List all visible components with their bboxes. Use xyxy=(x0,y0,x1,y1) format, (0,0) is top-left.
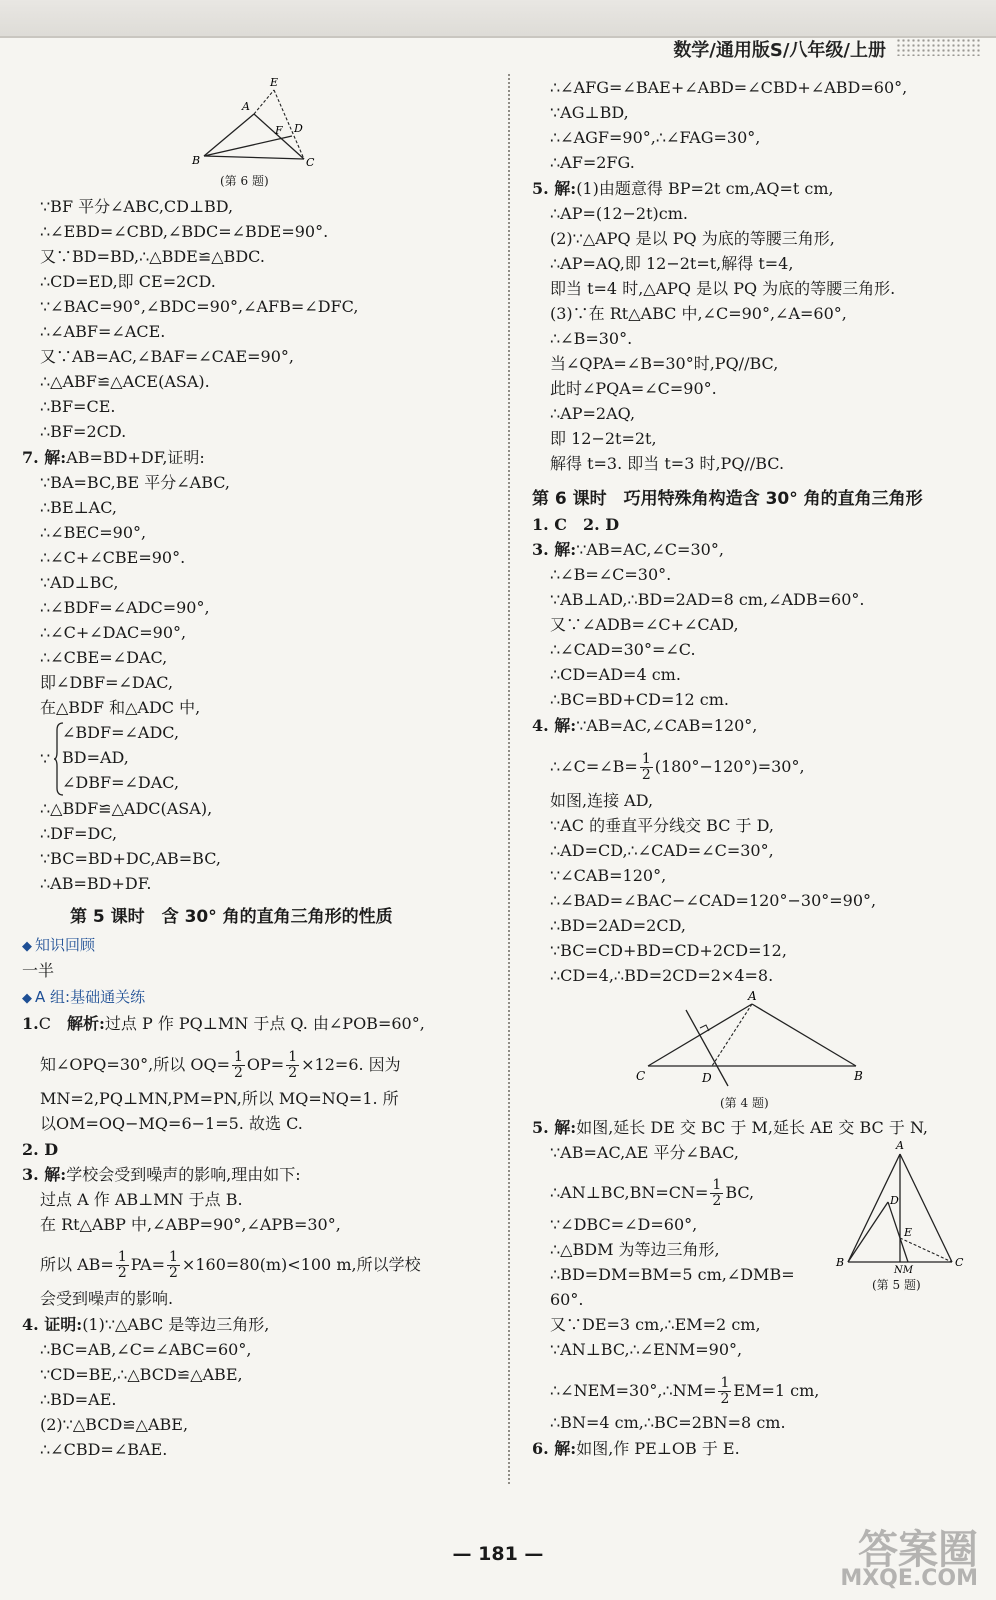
r-q4-line: ∴CD=4,∴BD=2CD=2×4=8. xyxy=(550,966,774,985)
q7-line: ∴∠BEC=90°, xyxy=(40,523,147,542)
q1-line1 xyxy=(22,1013,425,1035)
r-q4-line: ∵BC=CD+BD=CD+2CD=12, xyxy=(550,941,787,960)
fig5-line-AB xyxy=(848,1154,900,1262)
r-q5-frac-part: BC, xyxy=(725,1183,755,1202)
q1-number: 1. xyxy=(22,1014,39,1033)
frac-den: 2 xyxy=(234,1065,243,1081)
header-dot-pattern xyxy=(896,38,982,56)
fig5-line-EC xyxy=(900,1238,952,1262)
r-q5-line: ∵∠DBC=∠D=60°, xyxy=(550,1215,698,1234)
q3-number: 3. 解: xyxy=(22,1165,67,1184)
q7-number: 7. 解: xyxy=(22,448,67,467)
r-q4-line: ∴BD=2AD=2CD, xyxy=(550,916,686,935)
fraction-half xyxy=(116,1250,129,1281)
q7-line: ∴BE⊥AC, xyxy=(40,498,117,517)
frac-den: 2 xyxy=(720,1391,730,1407)
diamond-icon: ◆ xyxy=(22,991,32,1006)
fig6-label-A: A xyxy=(242,100,250,113)
r-q5-frac-line2 xyxy=(550,1376,819,1407)
q7-end-line: ∴△BDF≌△ADC(ASA), xyxy=(40,799,213,818)
brace-line: BD=AD, xyxy=(62,748,129,767)
r-q5-frac-part: ∴AN⊥BC,BN=CN= xyxy=(550,1183,709,1202)
q4-number: 4. 证明: xyxy=(22,1315,83,1334)
q7-line: 在△BDF 和△ADC 中, xyxy=(40,698,201,717)
r-q3-line: ∴BC=BD+CD=12 cm. xyxy=(550,690,730,709)
r-q4-frac-part: (180°−120°)=30°, xyxy=(654,757,805,776)
diamond-icon: ◆ xyxy=(22,939,32,954)
q5-number: 5. 解: xyxy=(532,179,577,198)
q5-line: ∴AP=AQ,即 12−2t=t,解得 t=4, xyxy=(550,254,794,273)
frac-den: 2 xyxy=(169,1265,178,1281)
q6-line: ∴∠EBD=∠CBD,∠BDC=∠BDE=90°. xyxy=(40,222,329,241)
q7-line: ∴∠C+∠DAC=90°, xyxy=(40,623,187,642)
q7-line: ∴∠BDF=∠ADC=90°, xyxy=(40,598,210,617)
fig6-label-E: E xyxy=(270,76,279,89)
q3-heading xyxy=(22,1164,301,1186)
r-q5-line: 又∵DE=3 cm,∴EM=2 cm, xyxy=(550,1315,761,1334)
q3-line: 过点 A 作 AB⊥MN 于点 B. xyxy=(40,1190,243,1209)
r-q5-line: ∵AB=AC,AE 平分∠BAC, xyxy=(550,1143,740,1162)
q1-line4: 以OM=OQ−MQ=6−1=5. 故选 C. xyxy=(40,1114,303,1133)
r-q3-line: ∵AB⊥AD,∴BD=2AD=8 cm,∠ADB=60°. xyxy=(550,590,865,609)
half-answer: 一半 xyxy=(22,961,55,980)
r-q5-line: ∵AN⊥BC,∴∠ENM=90°, xyxy=(550,1340,743,1359)
figure-q6 xyxy=(190,76,340,172)
fig6-label-C: C xyxy=(306,156,315,169)
q3-line3-part: PA= xyxy=(130,1255,165,1274)
frac-num: 1 xyxy=(712,1177,722,1193)
column-divider xyxy=(508,74,510,1484)
r-q3-heading xyxy=(532,539,724,561)
q3-intro: 学校会受到噪声的影响,理由如下: xyxy=(66,1165,301,1184)
q4-line: (2)∵△BCD≌△ABE, xyxy=(40,1415,189,1434)
q5-intro: (1)由题意得 BP=2t cm,AQ=t cm, xyxy=(576,179,834,198)
brace-prefix: ∵ xyxy=(40,749,51,768)
q6-line: ∴△ABF≌△ACE(ASA). xyxy=(40,372,210,391)
r-q6-heading xyxy=(532,1438,740,1460)
r-q6-number: 6. 解: xyxy=(532,1439,577,1458)
q6-line: ∵∠BAC=90°,∠BDC=90°,∠AFB=∠DFC, xyxy=(40,297,359,316)
q5-line: ∴∠B=30°. xyxy=(550,329,633,348)
r-q5-frac-part: EM=1 cm, xyxy=(733,1381,820,1400)
q6-line: 又∵AB=AC,∠BAF=∠CAE=90°, xyxy=(40,347,294,366)
q7-intro: AB=BD+DF,证明: xyxy=(66,448,205,467)
fraction-half xyxy=(167,1250,180,1281)
watermark-logo: 答案圈 xyxy=(858,1527,978,1573)
fig5-label-C: C xyxy=(955,1256,964,1269)
q7-line: ∵AD⊥BC, xyxy=(40,573,119,592)
r-q4-number: 4. 解: xyxy=(532,716,577,735)
frac-num: 1 xyxy=(641,751,651,767)
r-q4-line: ∵∠CAB=120°, xyxy=(550,866,667,885)
q6-line: ∵BF 平分∠ABC,CD⊥BD, xyxy=(40,197,234,216)
header-title: 数学/通用版S/八年级/上册 xyxy=(673,40,886,61)
r-q4-heading xyxy=(532,715,757,737)
q1-line2-part: ×12=6. 因为 xyxy=(301,1055,401,1074)
q1-line2-part: OP= xyxy=(246,1055,285,1074)
group-a-label: A 组:基础通关练 xyxy=(35,988,146,1006)
fig5-label-A: A xyxy=(896,1139,904,1152)
q5-line: 即 12−2t=2t, xyxy=(550,429,657,448)
fig4-label-B: B xyxy=(854,1069,863,1083)
frac-num: 1 xyxy=(117,1249,127,1265)
r-q4-line: ∴AD=CD,∴∠CAD=∠C=30°, xyxy=(550,841,774,860)
r-q4-intro: ∵AB=AC,∠CAB=120°, xyxy=(576,716,758,735)
frac-den: 2 xyxy=(712,1193,722,1209)
knowledge-review-heading xyxy=(22,934,95,955)
q7-heading xyxy=(22,447,205,469)
fig6-label-B: B xyxy=(192,154,201,167)
fig4-line-AB xyxy=(752,1004,856,1066)
fig6-caption: (第 6 题) xyxy=(220,174,269,188)
q3-line: 会受到噪声的影响. xyxy=(40,1289,174,1308)
lesson6-title: 第 6 课时 巧用特殊角构造含 30° 角的直角三角形 xyxy=(532,489,923,509)
q3-line: 在 Rt△ABP 中,∠ABP=90°,∠APB=30°, xyxy=(40,1215,341,1234)
q3-line3-part: ×160=80(m)<100 m,所以学校 xyxy=(181,1255,421,1274)
q5-line: ∴AP=(12−2t)cm. xyxy=(550,204,688,223)
r-q4-frac-part: ∴∠C=∠B= xyxy=(550,757,638,776)
q5-line: 此时∠PQA=∠C=90°. xyxy=(550,379,717,398)
q4-line: ∴BD=AE. xyxy=(40,1390,117,1409)
frac-num: 1 xyxy=(720,1375,730,1391)
q4-intro: (1)∵△ABC 是等边三角形, xyxy=(82,1315,270,1334)
r-q5-line: 60°. xyxy=(550,1290,584,1309)
fig4-caption: (第 4 题) xyxy=(720,1096,769,1110)
fig4-line-AD xyxy=(712,1004,752,1066)
fraction-half xyxy=(232,1050,245,1081)
q7-line: 即∠DBF=∠DAC, xyxy=(40,673,174,692)
fig5-label-B: B xyxy=(836,1256,845,1269)
q5-line: 当∠QPA=∠B=30°时,PQ//BC, xyxy=(550,354,779,373)
q7-line: ∴∠C+∠CBE=90°. xyxy=(40,548,186,567)
frac-num: 1 xyxy=(169,1249,178,1265)
fig5-caption: (第 5 题) xyxy=(872,1278,921,1292)
r-q5-number: 5. 解: xyxy=(532,1118,577,1137)
brace-line: ∠BDF=∠ADC, xyxy=(62,723,180,742)
q6-line: ∴CD=ED,即 CE=2CD. xyxy=(40,272,216,291)
q1-text: 过点 P 作 PQ⊥MN 于点 Q. 由∠POB=60°, xyxy=(104,1014,425,1033)
fraction-half xyxy=(710,1178,723,1209)
brace-line: ∠DBF=∠DAC, xyxy=(62,773,180,792)
r-q3-line: ∴∠B=∠C=30°. xyxy=(550,565,672,584)
knowledge-review-label: 知识回顾 xyxy=(35,936,96,954)
frac-num: 1 xyxy=(288,1049,298,1065)
q6-line: 又∵BD=BD,∴△BDE≌△BDC. xyxy=(40,247,265,266)
r-q3-number: 3. 解: xyxy=(532,540,577,559)
r-q5-intro: 如图,延长 DE 交 BC 于 M,延长 AE 交 BC 于 N, xyxy=(576,1118,929,1137)
frac-den: 2 xyxy=(641,767,651,783)
r-q3-line: 又∵∠ADB=∠C+∠CAD, xyxy=(550,615,739,634)
fraction-half xyxy=(718,1376,731,1407)
watermark-url: MXQE.COM xyxy=(840,1566,978,1591)
header-band xyxy=(0,0,996,38)
q5-line: 即当 t=4 时,△APQ 是以 PQ 为底的等腰三角形. xyxy=(550,279,896,298)
fig5-label-D: D xyxy=(890,1194,899,1207)
figure-q4 xyxy=(634,990,870,1090)
r-q3-line: ∴∠CAD=30°=∠C. xyxy=(550,640,696,659)
r-q4-frac-line xyxy=(550,752,805,783)
figure-q5 xyxy=(834,1138,968,1274)
q3-line3 xyxy=(40,1250,421,1281)
q7-line: ∴∠CBE=∠DAC, xyxy=(40,648,168,667)
q5-line: ∴AP=2AQ, xyxy=(550,404,636,423)
r-q5-heading xyxy=(532,1117,928,1139)
q7-end-line: ∴AB=BD+DF. xyxy=(40,874,152,893)
top-line: ∵AG⊥BD, xyxy=(550,103,629,122)
frac-num: 1 xyxy=(234,1049,243,1065)
r-q5-line: ∴△BDM 为等边三角形, xyxy=(550,1240,720,1259)
fraction-half xyxy=(640,752,653,783)
fig6-line-BD xyxy=(204,136,292,156)
q6-line: ∴BF=2CD. xyxy=(40,422,127,441)
fig4-label-A: A xyxy=(748,990,757,1003)
q1-answer: C xyxy=(38,1014,51,1033)
q5-line: (3)∵在 Rt△ABC 中,∠C=90°,∠A=60°, xyxy=(550,304,847,323)
frac-den: 2 xyxy=(288,1065,298,1081)
q5-heading xyxy=(532,178,834,200)
r-q5-line: ∴BN=4 cm,∴BC=2BN=8 cm. xyxy=(550,1413,786,1432)
q6-line: ∴∠ABF=∠ACE. xyxy=(40,322,166,341)
group-a-heading xyxy=(22,986,145,1007)
fig4-label-C: C xyxy=(636,1069,646,1083)
page-number: — 181 — xyxy=(452,1543,544,1565)
top-line: ∴∠AFG=∠BAE+∠ABD=∠CBD+∠ABD=60°, xyxy=(550,78,908,97)
r-q5-frac-line xyxy=(550,1178,754,1209)
q1-line3: MN=2,PQ⊥MN,PM=PN,所以 MQ=NQ=1. 所 xyxy=(40,1089,399,1108)
fig5-label-E: E xyxy=(904,1226,913,1239)
fig6-label-D: D xyxy=(294,122,303,135)
r-q3-intro: ∵AB=AC,∠C=30°, xyxy=(576,540,724,559)
q5-line: (2)∵△APQ 是以 PQ 为底的等腰三角形, xyxy=(550,229,835,248)
fig4-label-D: D xyxy=(702,1071,712,1085)
top-line: ∴AF=2FG. xyxy=(550,153,635,172)
q4-line: ∴BC=AB,∠C=∠ABC=60°, xyxy=(40,1340,252,1359)
q7-end-line: ∴DF=DC, xyxy=(40,824,118,843)
q5-line: 解得 t=3. 即当 t=3 时,PQ//BC. xyxy=(550,454,785,473)
r-q3-line: ∴CD=AD=4 cm. xyxy=(550,665,681,684)
fig5-label-NM: NM xyxy=(894,1265,913,1274)
lesson5-title: 第 5 课时 含 30° 角的直角三角形的性质 xyxy=(70,907,393,927)
frac-den: 2 xyxy=(117,1265,127,1281)
q1-analysis-label: 解析: xyxy=(66,1014,105,1033)
q6-line: ∴BF=CE. xyxy=(40,397,116,416)
q7-line: ∵BA=BC,BE 平分∠ABC, xyxy=(40,473,231,492)
fig6-line-AE xyxy=(254,90,274,114)
q1-q2-answers: 1. C 2. D xyxy=(532,515,620,534)
fraction-half xyxy=(286,1050,299,1081)
fig6-label-F: F xyxy=(275,124,283,137)
q1-line2-part: 知∠OPQ=30°,所以 OQ= xyxy=(40,1055,230,1074)
top-line: ∴∠AGF=90°,∴∠FAG=30°, xyxy=(550,128,761,147)
r-q6-intro: 如图,作 PE⊥OB 于 E. xyxy=(576,1439,740,1458)
q4-heading xyxy=(22,1314,269,1336)
fig6-line-BC xyxy=(204,156,304,159)
r-q5-frac-part: ∴∠NEM=30°,∴NM= xyxy=(550,1381,717,1400)
r-q5-line: ∴BD=DM=BM=5 cm,∠DMB= xyxy=(550,1265,795,1284)
fig5-line-AC xyxy=(900,1154,952,1262)
q7-end-line: ∵BC=BD+DC,AB=BC, xyxy=(40,849,221,868)
q1-line2 xyxy=(40,1050,401,1081)
fig5-line-BD xyxy=(848,1202,888,1262)
r-q4-line: 如图,连接 AD, xyxy=(550,791,654,810)
q2-answer: 2. D xyxy=(22,1140,59,1159)
r-q4-line: ∴∠BAD=∠BAC−∠CAD=120°−30°=90°, xyxy=(550,891,877,910)
q3-line3-part: 所以 AB= xyxy=(40,1255,114,1274)
q4-line: ∴∠CBD=∠BAE. xyxy=(40,1440,168,1459)
q4-line: ∵CD=BE,∴△BCD≌△ABE, xyxy=(40,1365,243,1384)
r-q4-line: ∵AC 的垂直平分线交 BC 于 D, xyxy=(550,816,774,835)
